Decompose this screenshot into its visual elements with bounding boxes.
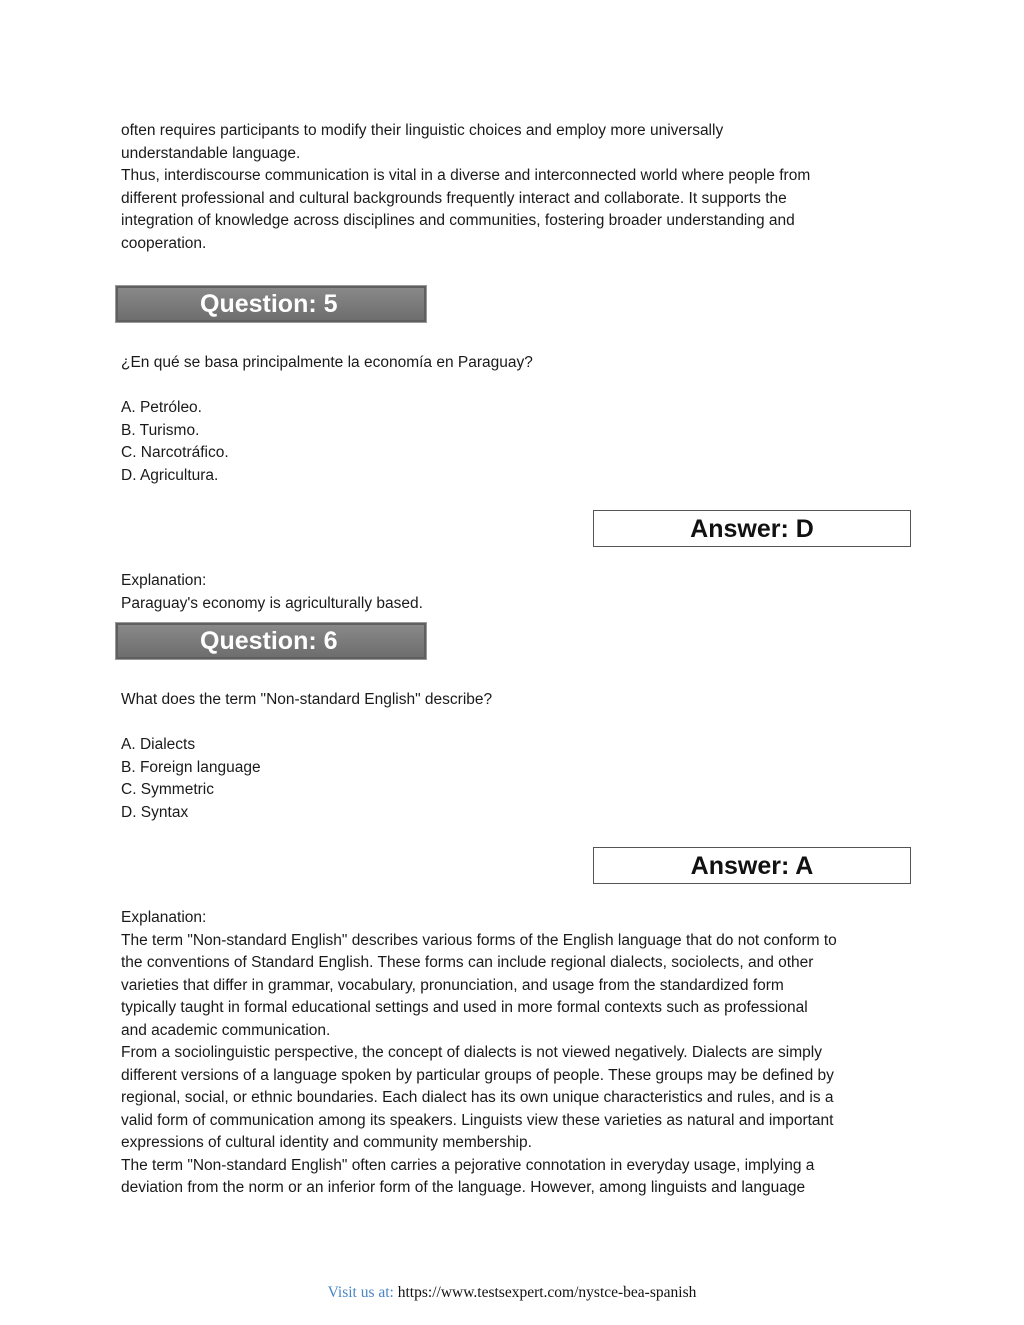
explanation-text: the conventions of Standard English. These forms can include regional dialects, sociolects, and other: [121, 954, 814, 971]
explanation-text: deviation from the norm or an inferior form of the language. However, among linguists and language: [121, 1179, 806, 1196]
explanation-text: typically taught in formal educational settings and used in more formal contexts such as professional: [121, 999, 808, 1016]
explanation-text: regional, social, or ethnic boundaries. Each dialect has its own unique characteristics and rules, and is a: [121, 1089, 834, 1106]
explanation-label: Explanation:: [121, 909, 207, 926]
text-line: Thus, interdiscourse communication is vital in a diverse and interconnected world where people from: [121, 167, 811, 184]
text-line: different professional and cultural backgrounds frequently interact and collaborate. It supports the: [121, 189, 787, 207]
intro-paragraph: [121, 120, 911, 255]
option-d: D. Syntax: [121, 803, 189, 821]
explanation-text: different versions of a language spoken by particular groups of people. These groups may be defined by: [121, 1066, 834, 1084]
text-line: cooperation.: [121, 234, 207, 252]
page-footer: [0, 1284, 1024, 1302]
question-5-prompt: [121, 352, 911, 375]
question-6-explanation: [121, 907, 911, 1200]
footer-label: Visit us at:: [327, 1284, 394, 1301]
question-5-answer: Answer: D: [690, 515, 814, 543]
text-line: understandable language.: [121, 144, 301, 162]
question-text: What does the term "Non-standard English" describe?: [121, 691, 493, 708]
option-a: A. Dialects: [121, 736, 196, 753]
option-d: D. Agricultura.: [121, 466, 219, 484]
question-text: ¿En qué se basa principalmente la economía en Paraguay?: [121, 354, 533, 371]
option-c: C. Symmetric: [121, 781, 214, 798]
explanation-label: Explanation:: [121, 572, 207, 589]
explanation-text: The term "Non-standard English" describes various forms of the English language that do not conform to: [121, 931, 837, 949]
question-6-title: Question: 6: [200, 627, 338, 655]
question-6-prompt: [121, 689, 911, 712]
explanation-text: Paraguay's economy is agriculturally based.: [121, 594, 423, 612]
question-6-options: [121, 734, 911, 824]
explanation-text: valid form of communication among its speakers. Linguists view these varieties as natural and important: [121, 1111, 834, 1129]
explanation-text: and academic communication.: [121, 1021, 331, 1039]
question-5-explanation: [121, 570, 911, 615]
question-5-answer-box: [593, 510, 911, 547]
footer-url-link[interactable]: https://www.testsexpert.com/nystce-bea-spanish: [397, 1284, 697, 1301]
question-6-answer: Answer: A: [690, 852, 814, 880]
explanation-text: From a sociolinguistic perspective, the concept of dialects is not viewed negatively. Dialects are simply: [121, 1044, 822, 1061]
option-b: B. Turismo.: [121, 421, 200, 439]
explanation-text: expressions of cultural identity and community membership.: [121, 1134, 532, 1151]
explanation-text: The term "Non-standard English" often carries a pejorative connotation in everyday usage, implying a: [121, 1156, 815, 1174]
text-line: often requires participants to modify their linguistic choices and employ more universally: [121, 122, 724, 139]
question-6-header: [115, 622, 427, 660]
explanation-text: varieties that differ in grammar, vocabulary, pronunciation, and usage from the standardized form: [121, 976, 784, 994]
question-5-header: [115, 285, 427, 323]
option-a: A. Petróleo.: [121, 399, 202, 416]
option-b: B. Foreign language: [121, 758, 261, 776]
question-6-answer-box: [593, 847, 911, 884]
option-c: C. Narcotráfico.: [121, 444, 229, 461]
question-5-title: Question: 5: [200, 290, 338, 318]
question-5-options: [121, 397, 911, 487]
text-line: integration of knowledge across disciplines and communities, fostering broader understanding and: [121, 212, 795, 229]
